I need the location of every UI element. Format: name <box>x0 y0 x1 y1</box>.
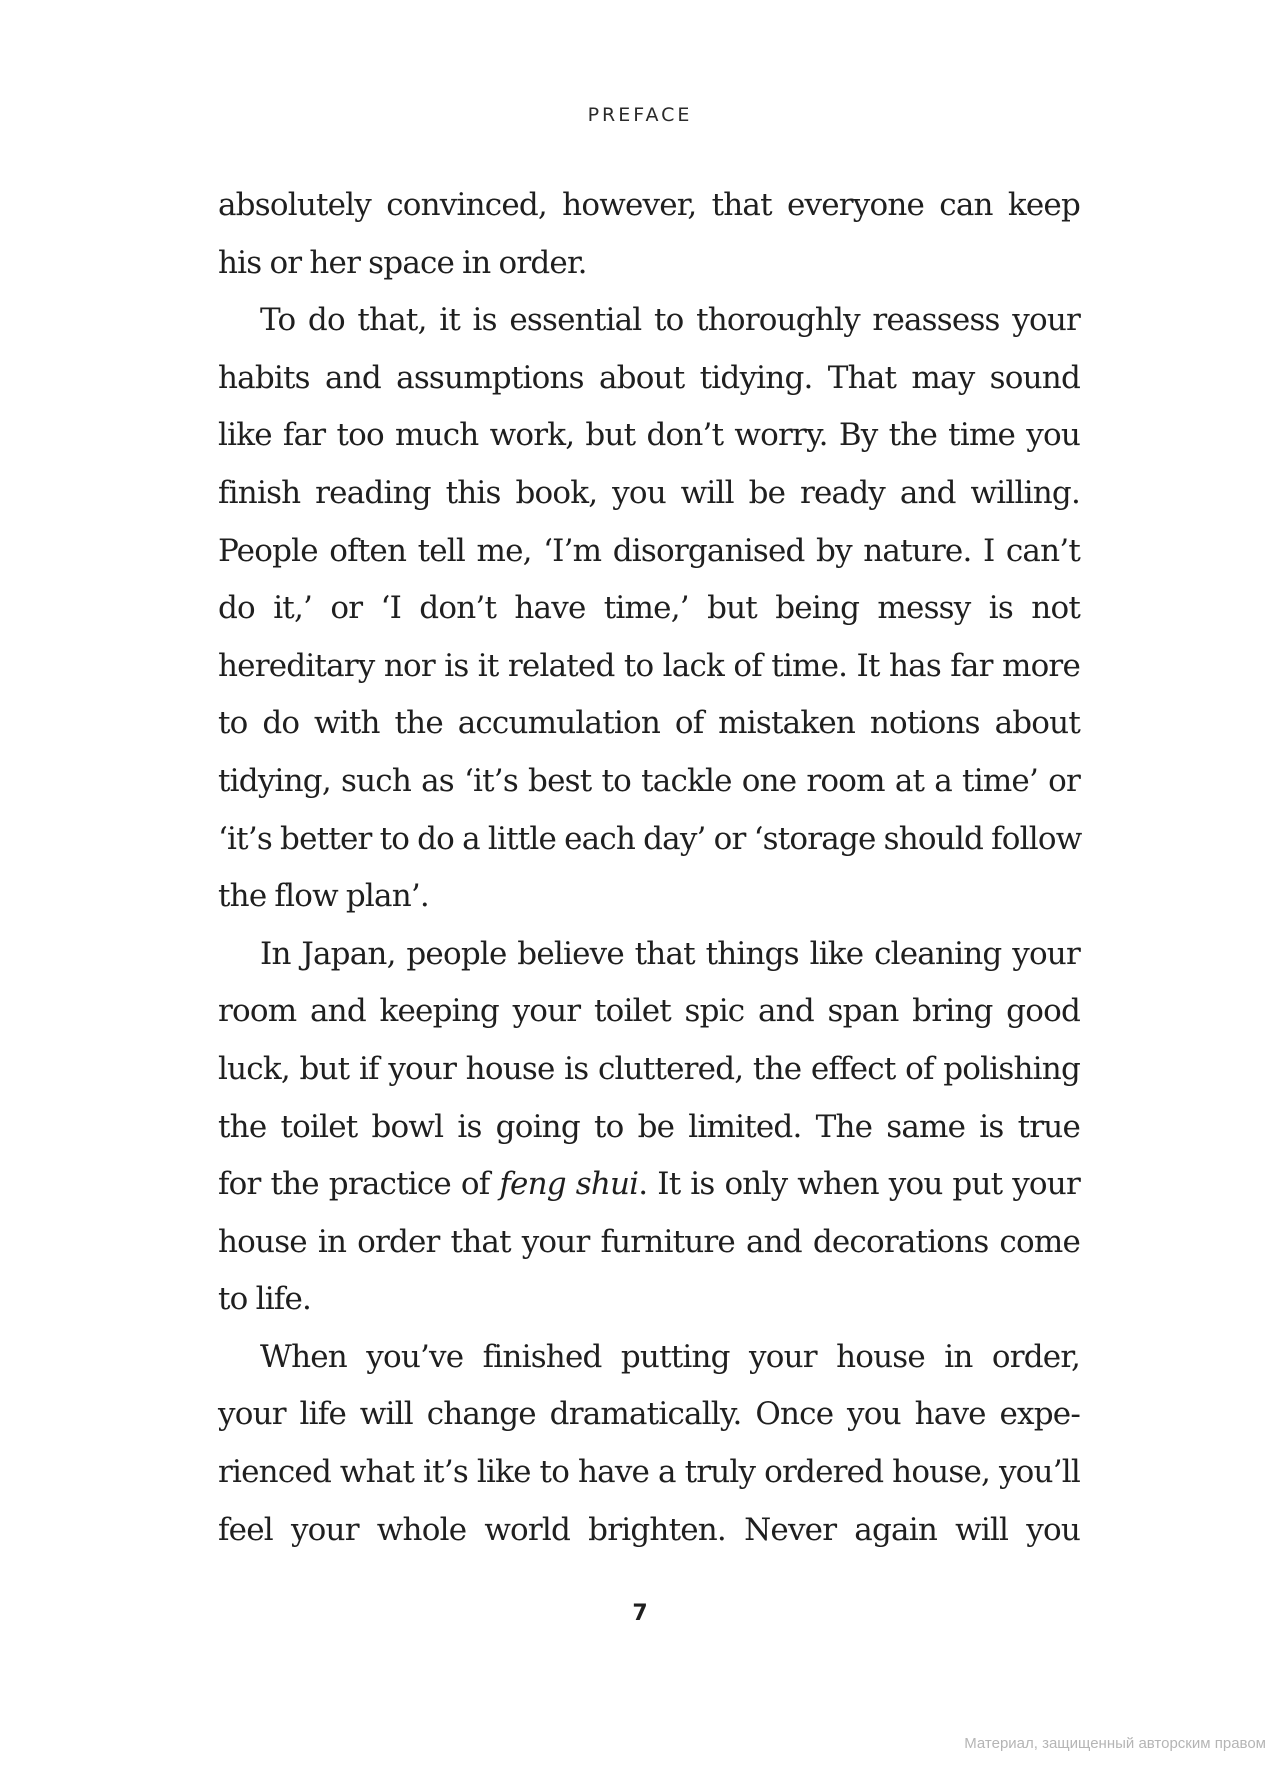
paragraph <box>218 177 1080 292</box>
text-line: In Japan, people believe that things like cleaning your <box>260 935 1080 972</box>
text-line <box>218 1156 1080 1214</box>
paragraph <box>218 292 1080 926</box>
paragraph <box>218 926 1080 1329</box>
text-line: house in order that your furniture and decorations come <box>218 1223 1080 1260</box>
text-line: his or her space in order. <box>218 244 587 281</box>
text-line: hereditary nor is it related to lack of time. It has far more <box>218 647 1080 684</box>
text-line: finish reading this book, you will be ready and willing. <box>218 474 1080 511</box>
body-text <box>218 177 1080 1559</box>
text-line: habits and assumptions about tidying. That may sound <box>218 359 1080 396</box>
text-line: the toilet bowl is going to be limited. The same is true <box>218 1108 1080 1145</box>
text-line: ‘it’s better to do a little each day’ or ‘storage should follow <box>218 820 1082 857</box>
text-line: your life will change dramatically. Once you have expe- <box>218 1396 1080 1433</box>
page-number: 7 <box>632 1601 648 1626</box>
text-line: feel your whole world brighten. Never again will you <box>218 1511 1080 1548</box>
text-line: When you’ve finished putting your house in order, <box>260 1338 1080 1375</box>
text-line: tidying, such as ‘it’s best to tackle one room at a time’ or <box>218 762 1080 799</box>
text-line: like far too much work, but don’t worry. By the time you <box>218 417 1080 454</box>
copyright-watermark: Материал, защищенный авторским правом <box>964 1735 1266 1752</box>
text-line: the flow plan’. <box>218 878 429 915</box>
text-line: to life. <box>218 1281 312 1318</box>
text-segment: . It is only when you put your <box>638 1166 1080 1203</box>
text-line: to do with the accumulation of mistaken notions about <box>218 705 1080 742</box>
text-line: absolutely convinced, however, that everyone can keep <box>218 187 1080 223</box>
text-line: do it,’ or ‘I don’t have time,’ but being messy is not <box>218 590 1080 627</box>
text-line: room and keeping your toilet spic and span bring good <box>218 993 1080 1030</box>
text-line: rienced what it’s like to have a truly ordered house, you’ll <box>218 1454 1080 1491</box>
text-line: luck, but if your house is cluttered, the effect of polishing <box>218 1050 1080 1087</box>
text-line: People often tell me, ‘I’m disorganised by nature. I can’t <box>218 532 1080 569</box>
running-head: PREFACE <box>587 104 693 126</box>
italic-term: feng shui <box>499 1166 639 1203</box>
text-segment: for the practice of <box>218 1166 500 1203</box>
text-line: To do that, it is essential to thoroughly reassess your <box>260 302 1080 339</box>
paragraph <box>218 1329 1080 1559</box>
